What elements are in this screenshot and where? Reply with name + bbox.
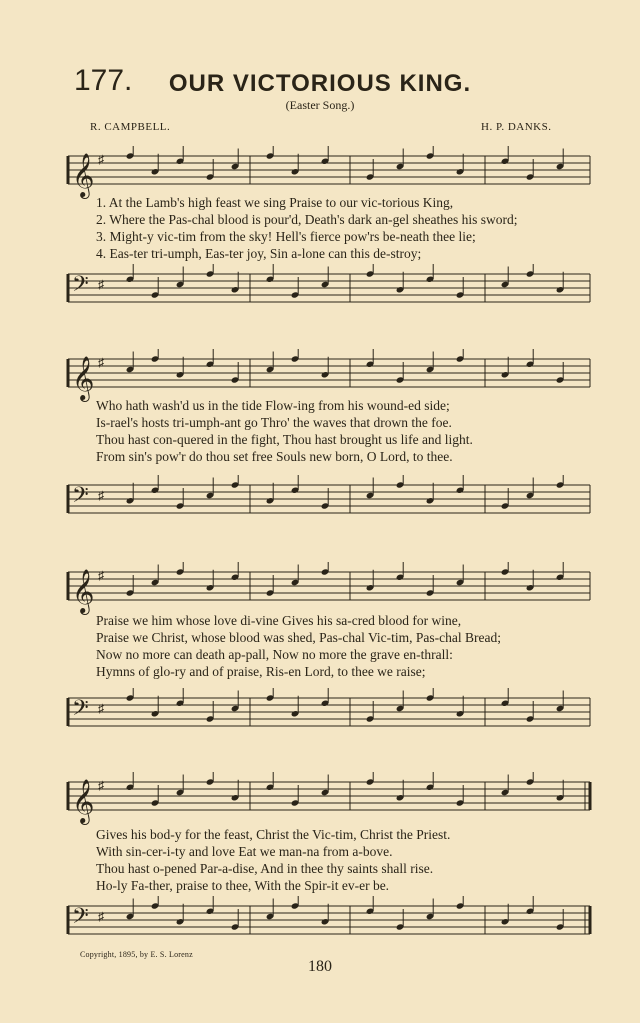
lyrics-block	[96, 194, 596, 262]
lyric-line: Thou hast con-quered in the fight, Thou hast brought us life and light.	[96, 432, 473, 447]
composer-credit: H. P. DANKS.	[481, 121, 552, 133]
hymn-number: 177.	[74, 64, 133, 97]
lyric-line: 3. Might-y vic-tim from the sky! Hell's fierce pow'rs be-neath thee lie;	[96, 229, 476, 244]
lyric-line: Praise we him whose love di-vine Gives his sa-cred blood for wine,	[96, 613, 462, 628]
treble-staff	[60, 772, 595, 832]
lyric-line: Thou hast o-pened Par-a-dise, And in thee thy saints shall rise.	[96, 861, 434, 876]
bass-staff	[60, 688, 595, 748]
lyrics-block	[96, 826, 596, 894]
lyric-line: 4. Eas-ter tri-umph, Eas-ter joy, Sin a-lone can this de-stroy;	[96, 246, 422, 261]
key-sharp-icon: ♯	[98, 355, 104, 370]
bass-staff	[60, 264, 595, 324]
key-sharp-icon: ♯	[98, 152, 104, 167]
bass-clef-icon: 𝄢	[72, 696, 89, 726]
treble-clef-icon: 𝄞	[72, 779, 95, 823]
lyric-line: With sin-cer-i-ty and love Eat we man-na from a-bove.	[96, 844, 393, 859]
lyrics-block	[96, 612, 596, 680]
lyric-line: Who hath wash'd us in the tide Flow-ing from his wound-ed side;	[96, 398, 450, 413]
music-system-3	[60, 560, 595, 740]
bass-staff	[60, 475, 595, 535]
bass-clef-icon: 𝄢	[72, 483, 89, 513]
key-sharp-icon: ♯	[98, 701, 104, 716]
music-system-2	[60, 345, 595, 525]
hymn-subtitle: (Easter Song.)	[285, 98, 355, 112]
lyric-line: Now no more can death ap-pall, Now no more the grave en-thrall:	[96, 647, 453, 662]
lyric-line: Praise we Christ, whose blood was shed, Pas-chal Vic-tim, Pas-chal Bread;	[96, 630, 501, 645]
bass-staff	[60, 896, 595, 956]
lyric-line: Gives his bod-y for the feast, Christ the Vic-tim, Christ the Priest.	[96, 827, 451, 842]
lyric-line: Ho-ly Fa-ther, praise to thee, With the Spir-it ev-er be.	[96, 878, 390, 893]
key-sharp-icon: ♯	[98, 778, 104, 793]
treble-clef-icon: 𝄞	[72, 569, 95, 613]
bass-clef-icon: 𝄢	[72, 272, 89, 302]
lyric-line: Is-rael's hosts tri-umph-ant go Thro' the waves that drown the foe.	[96, 415, 452, 430]
hymn-title: OUR VICTORIOUS KING.	[168, 70, 472, 97]
lyrics-block	[96, 397, 596, 465]
lyricist-credit: R. CAMPBELL.	[90, 121, 171, 133]
lyric-line: Hymns of glo-ry and of praise, Ris-en Lord, to thee we raise;	[96, 664, 426, 679]
lyric-line: 1. At the Lamb's high feast we sing Praise to our vic-torious King,	[96, 195, 454, 210]
key-sharp-icon: ♯	[98, 909, 104, 924]
music-system-4	[60, 770, 595, 950]
lyric-line: 2. Where the Pas-chal blood is pour'd, Death's dark an-gel sheathes his sword;	[96, 212, 518, 227]
treble-clef-icon: 𝄞	[72, 356, 95, 400]
key-sharp-icon: ♯	[98, 488, 104, 503]
copyright-notice: Copyright, 1895, by E. S. Lorenz	[80, 950, 193, 959]
page-number: 180	[308, 958, 332, 975]
key-sharp-icon: ♯	[98, 568, 104, 583]
bass-clef-icon: 𝄢	[72, 904, 89, 934]
key-sharp-icon: ♯	[98, 277, 104, 292]
music-system-1	[60, 140, 595, 320]
lyric-line: From sin's pow'r do thou set free Souls new born, O Lord, to thee.	[96, 449, 453, 464]
treble-clef-icon: 𝄞	[72, 153, 95, 197]
